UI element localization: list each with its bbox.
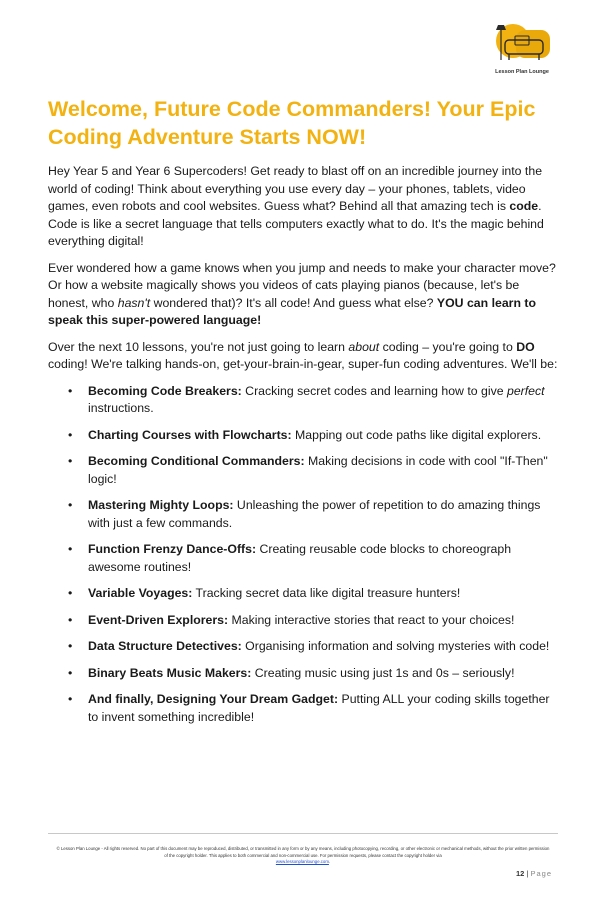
list-item: • Function Frenzy Dance-Offs: Creating reusable code blocks to choreograph awesome routines!	[48, 541, 558, 576]
list-item: • And finally, Designing Your Dream Gadget: Putting ALL your coding skills together to invent something incredible!	[48, 691, 558, 726]
logo-text: Lesson Plan Lounge	[495, 69, 549, 75]
footer-website-link[interactable]: www.lessonplanlounge.com	[275, 859, 329, 864]
list-item: • Event-Driven Explorers: Making interactive stories that react to your choices!	[48, 612, 558, 630]
logo	[487, 20, 557, 82]
footer-divider	[48, 833, 558, 834]
page-title: Welcome, Future Code Commanders! Your Epic Coding Adventure Starts NOW!	[48, 97, 536, 149]
list-item: • Mastering Mighty Loops: Unleashing the power of repetition to do amazing things with just a few commands.	[48, 497, 558, 532]
footer-copyright: © Lesson Plan Lounge - All rights reserved. No part of this document may be reproduced, distributed, or transmitted in any form or by any means, including photocopying, recording, or other electronic or mechanical methods, without the prior written permission of the copyright holder. This applies to both commercial and non-commercial use. For permission requests, please contact the copyright holder via www.lessonplanlounge.com.	[56, 846, 550, 864]
list-item: • Variable Voyages: Tracking secret data like digital treasure hunters!	[48, 585, 558, 603]
list-item: • Becoming Code Breakers: Cracking secret codes and learning how to give perfect instructions.	[48, 383, 558, 418]
logo-lamp-shade	[496, 25, 506, 30]
intro-paragraph-1: Hey Year 5 and Year 6 Supercoders! Get ready to blast off on an incredible journey into the world of coding! Think about everything you use every day – your phones, tablets, video games, even robots and cool websites. Guess what? Behind all that amazing tech is code. Code is like a secret language that tells computers exactly what to do. It's the magic behind everything digital!	[48, 164, 544, 248]
lesson-list	[48, 383, 558, 727]
list-item: • Charting Courses with Flowcharts: Mapping out code paths like digital explorers.	[48, 427, 558, 445]
intro-paragraph-3: Over the next 10 lessons, you're not just going to learn about coding – you're going to DO coding! We're talking hands-on, get-your-brain-in-gear, super-fun coding adventures. We'll be:	[48, 339, 558, 371]
page-number: 12 | Page	[515, 869, 552, 878]
main-content	[48, 163, 558, 735]
intro-paragraph-2: Ever wondered how a game knows when you jump and needs to make your character move? Or how a website magically shows you videos of cats playing pianos (because, let's be honest, who hasn't wondered that)? It's all code! And guess what else? YOU can learn to speak this super-powered language!	[48, 260, 556, 327]
sofa-lamp-icon	[487, 20, 557, 70]
list-item: • Binary Beats Music Makers: Creating music using just 1s and 0s – seriously!	[48, 665, 558, 683]
list-item: • Data Structure Detectives: Organising information and solving mysteries with code!	[48, 638, 558, 656]
list-item: • Becoming Conditional Commanders: Making decisions in code with cool "If-Then" logic!	[48, 453, 558, 488]
